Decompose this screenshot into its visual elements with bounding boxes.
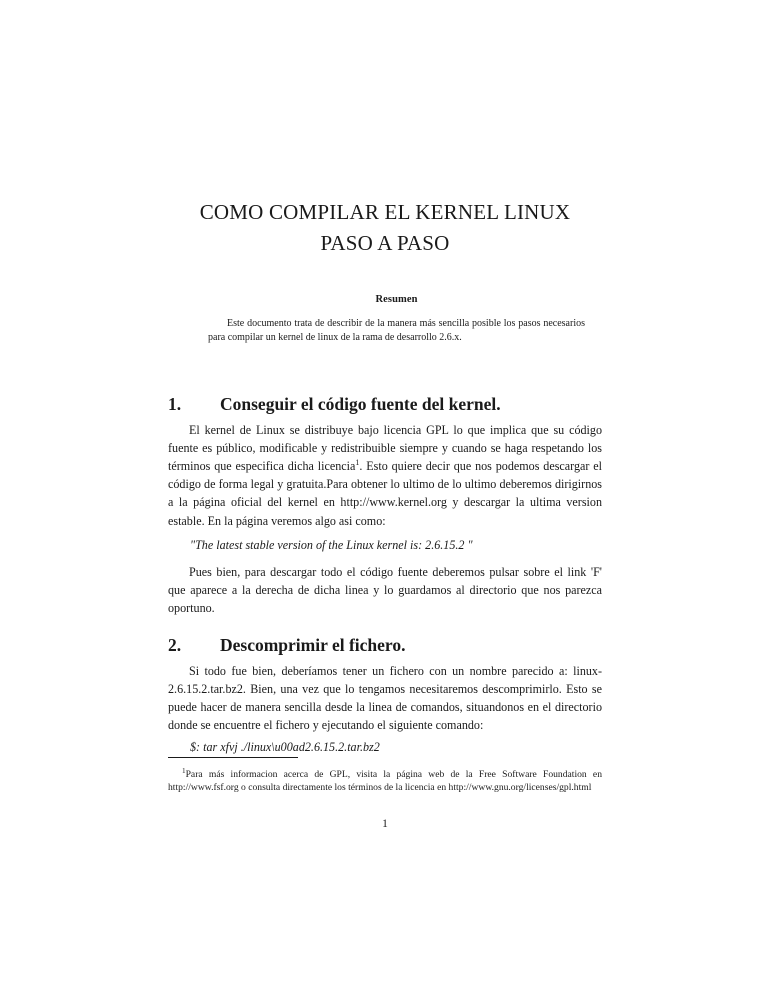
kernel-version-quote: "The latest stable version of the Linux kernel is: 2.6.15.2 ": [190, 538, 473, 553]
footnote-body: Para más informacion acerca de GPL, visita la página web de la Free Software Foundation en http://www.fsf.org o consulta directamente los términos de la licencia en http://www.gnu.org/licenses/gpl.html: [168, 768, 602, 793]
section-1-paragraph-1: [168, 421, 602, 530]
title-line-1: COMO COMPILAR EL KERNEL LINUX: [199, 200, 571, 225]
section-number-2: 2.: [168, 634, 182, 655]
section-2-paragraph-1: Si todo fue bien, deberíamos tener un fichero con un nombre parecido a: linux-2.6.15.2.tar.bz2. Bien, una vez que lo tengamos necesitaremos descomprimirlo. Esto se puede hacer de manera sencilla desde la linea de comandos, situandonos en el directorio donde se encuentre el fichero y ejecutando el siguiente comando:: [168, 664, 602, 733]
abstract-heading: Resumen: [375, 294, 418, 305]
abstract-text: Este documento trata de describir de la manera más sencilla posible los pasos necesarios para compilar un kernel de linux de la rama de desarrollo 2.6.x.: [208, 318, 585, 343]
abstract-block: [208, 293, 585, 354]
section-1-paragraph-2: Pues bien, para descargar todo el código fuente deberemos pulsar sobre el link 'F' que aparece a la derecha de dicha linea y lo guardamos al directorio que nos parezca oportuno.: [168, 565, 602, 616]
page-title: [168, 197, 602, 259]
paragraph-text-after-footnote: . Esto quiere decir que nos podemos descargar el código de forma legal y gratuita.Para obtener lo ultimo de lo ultimo deberemos dirigirnos a la página oficial del kernel en http://www.kernel.org y descargar la ultima version estable. En la página veremos algo asi como:: [168, 459, 602, 528]
section-heading-1: [168, 393, 602, 415]
footnote-reference-marker: 1: [355, 458, 360, 468]
footnote-marker: 1: [182, 766, 186, 775]
footnote-separator-rule: [168, 757, 298, 758]
paragraph-text-before-footnote: El kernel de Linux se distribuye bajo licencia GPL lo que implica que su código fuente es público, modificable y redistribuible siempre y cuando se haga respetando los términos que especifica dicha licencia: [168, 423, 602, 474]
footnote-text: [168, 768, 602, 795]
section-number-1: 1.: [168, 393, 182, 414]
section-title-2: Descomprimir el fichero.: [220, 634, 406, 655]
section-title-1: Conseguir el código fuente del kernel.: [220, 393, 501, 414]
section-heading-2: [168, 634, 602, 656]
page-number: 1: [382, 818, 388, 830]
shell-command-line: $: tar xfvj ./linux\u00ad2.6.15.2.tar.bz2: [190, 740, 380, 755]
footnote-block: [168, 757, 602, 804]
title-line-2: PASO A PASO: [320, 231, 450, 256]
